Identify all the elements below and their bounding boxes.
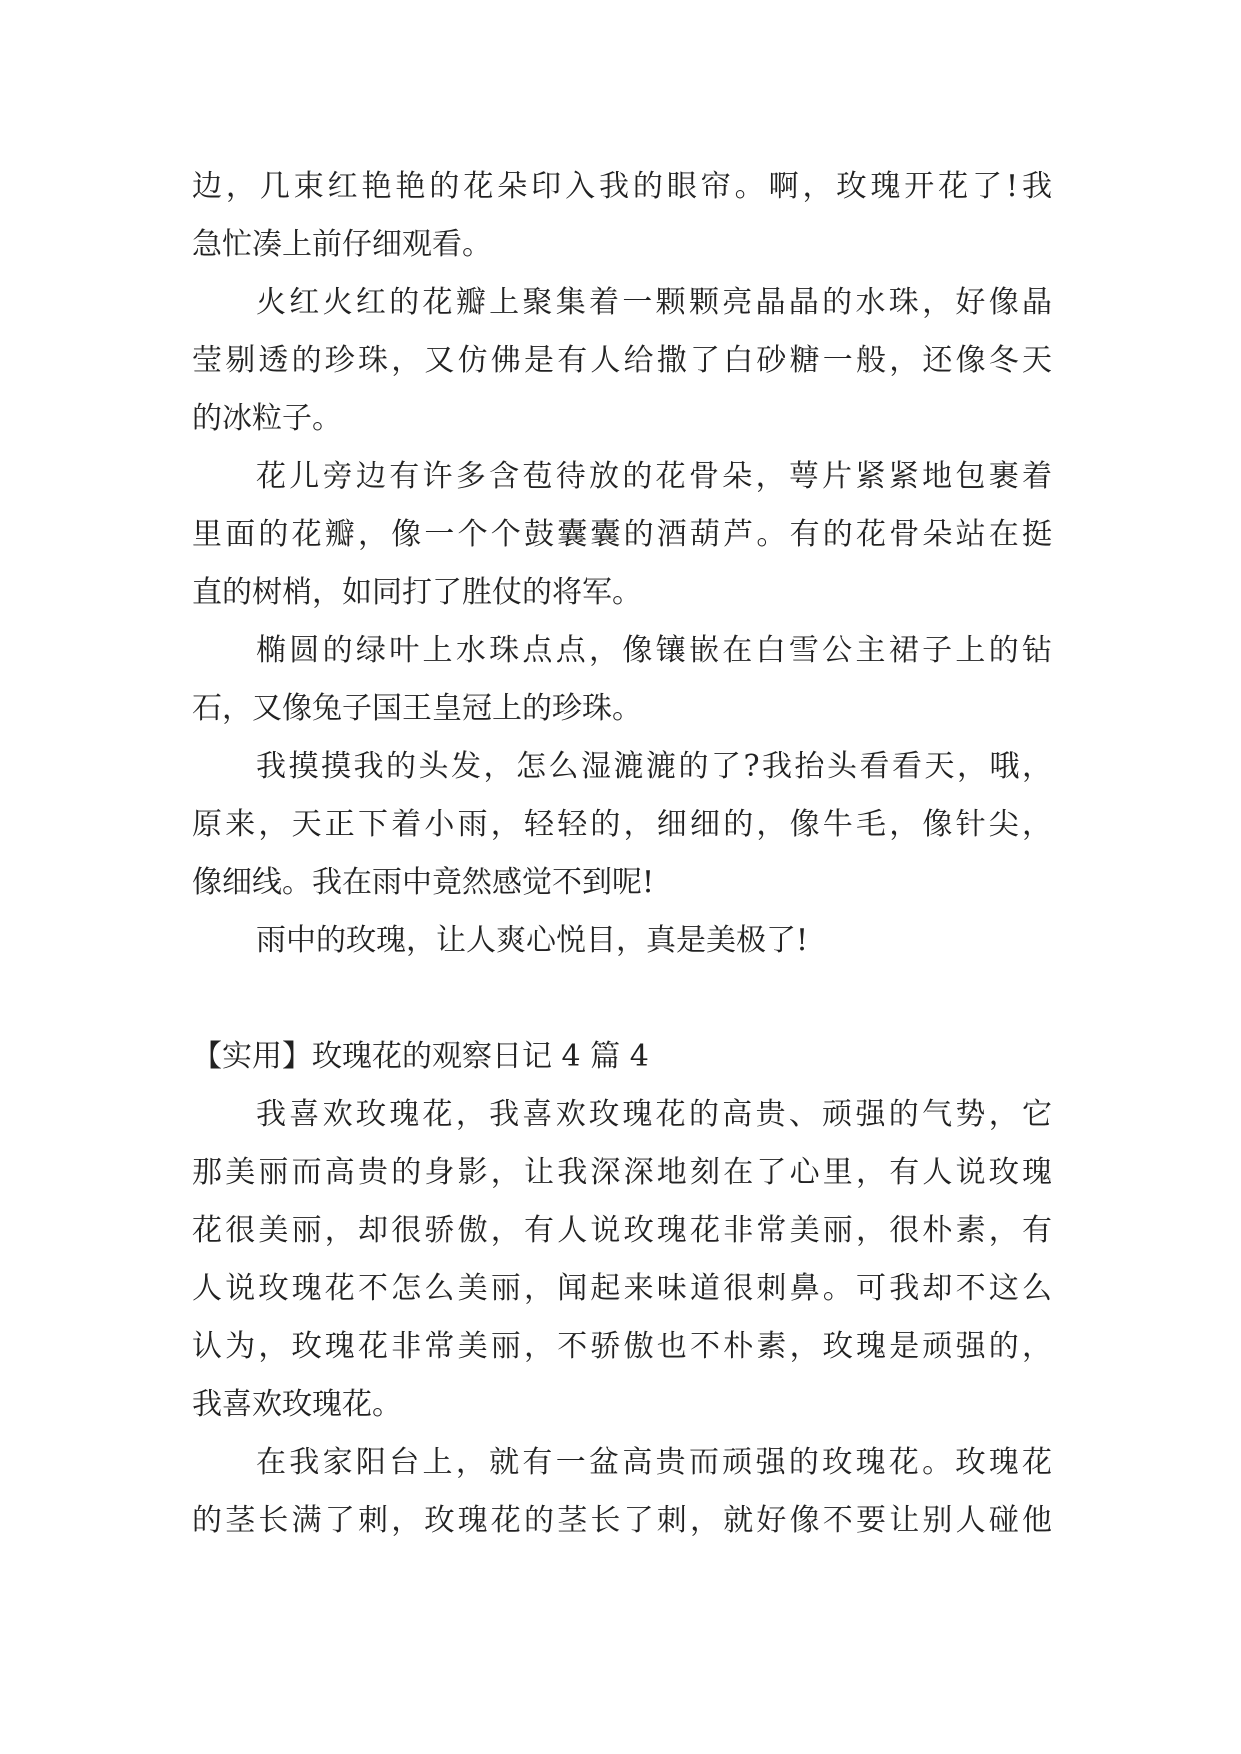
text-line: 莹剔透的珍珠，又仿佛是有人给撒了白砂糖一般，还像冬天 [192,343,1052,378]
text-line: 原来，天正下着小雨，轻轻的，细细的，像牛毛，像针尖， [192,807,1052,842]
text-line: 直的树梢，如同打了胜仗的将军。 [192,575,642,610]
text-line: 急忙凑上前仔细观看。 [192,227,492,262]
text-line: 花儿旁边有许多含苞待放的花骨朵，萼片紧紧地包裹着 [256,459,1052,494]
text-line: 的茎长满了刺，玫瑰花的茎长了刺，就好像不要让别人碰他 [192,1503,1052,1538]
text-line: 在我家阳台上，就有一盆高贵而顽强的玫瑰花。玫瑰花 [256,1445,1052,1480]
paragraph-gap [192,970,1052,1028]
text-line: 像细线。我在雨中竟然感觉不到呢! [192,865,655,900]
text-line: 花很美丽，却很骄傲，有人说玫瑰花非常美丽，很朴素，有 [192,1213,1052,1248]
text-line: 里面的花瓣，像一个个鼓囊囊的酒葫芦。有的花骨朵站在挺 [192,517,1052,552]
document-page [192,158,1052,1550]
text-line: 雨中的玫瑰，让人爽心悦目，真是美极了! [256,923,809,958]
text-line: 那美丽而高贵的身影，让我深深地刻在了心里，有人说玫瑰 [192,1155,1052,1190]
text-line: 火红火红的花瓣上聚集着一颗颗亮晶晶的水珠，好像晶 [256,285,1052,320]
text-line: 的冰粒子。 [192,401,342,436]
text-line: 我摸摸我的头发，怎么湿漉漉的了?我抬头看看天，哦， [256,749,1052,784]
text-line: 我喜欢玫瑰花，我喜欢玫瑰花的高贵、顽强的气势，它 [256,1097,1052,1132]
text-line: 边，几束红艳艳的花朵印入我的眼帘。啊，玫瑰开花了!我 [192,169,1052,204]
text-line: 石，又像兔子国王皇冠上的珍珠。 [192,691,642,726]
section-heading: 【实用】玫瑰花的观察日记 4 篇 4 [192,1039,649,1074]
text-line: 认为，玫瑰花非常美丽，不骄傲也不朴素，玫瑰是顽强的， [192,1329,1052,1364]
text-line: 我喜欢玫瑰花。 [192,1387,402,1422]
text-line: 椭圆的绿叶上水珠点点，像镶嵌在白雪公主裙子上的钻 [256,633,1052,668]
text-line: 人说玫瑰花不怎么美丽，闻起来味道很刺鼻。可我却不这么 [192,1271,1052,1306]
